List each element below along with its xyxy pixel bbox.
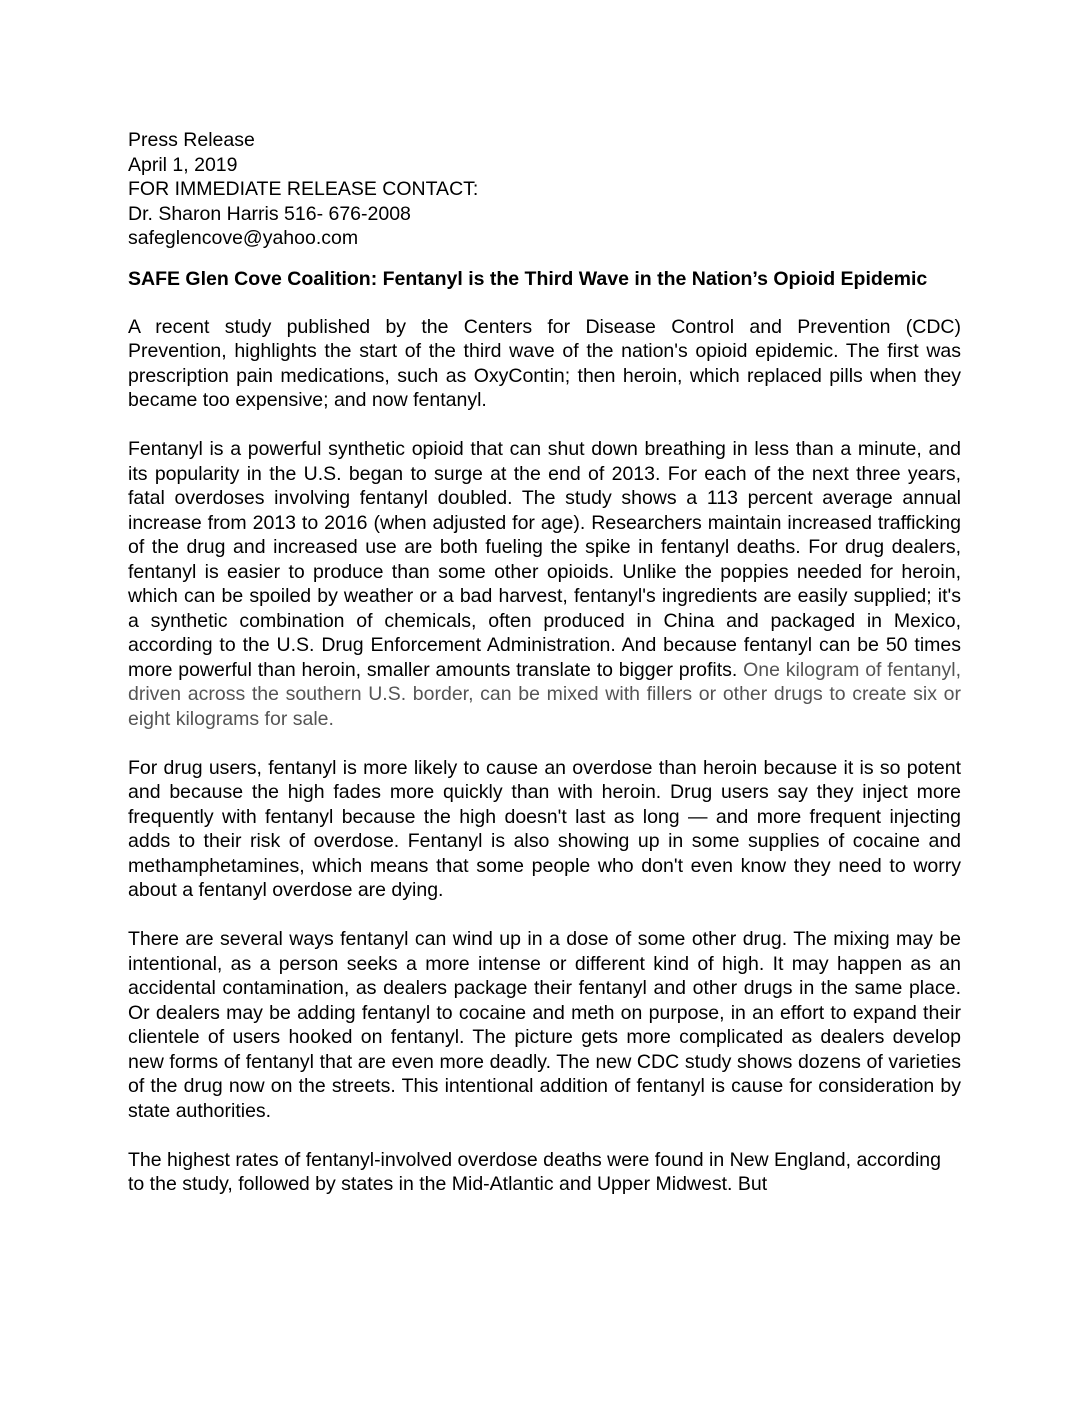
release-contact-label: FOR IMMEDIATE RELEASE CONTACT: xyxy=(128,178,479,200)
press-release-label: Press Release xyxy=(128,129,255,151)
paragraph-1-rest: Prevention, highlights the start of the third wave of the nation's opioid epidemic. The first was prescription pain medications, such as OxyContin; then heroin, which replaced pills when they became too expensive; and now fentanyl. xyxy=(128,340,961,411)
paragraph-4: There are several ways fentanyl can wind up in a dose of some other drug. The mixing may be intentional, as a person seeks a more intense or different kind of high. It may happen as an accidental contamination, as dealers package their fentanyl and other drugs in the same place. Or dealers may be adding fentanyl to cocaine and meth on purpose, in an effort to expand their clientele of users hooked on fentanyl. The picture gets more complicated as dealers develop new forms of fentanyl that are even more deadly. The new CDC study shows dozens of varieties of the drug now on the streets. This intentional addition of fentanyl is cause for consideration by state authorities. xyxy=(128,928,961,1122)
release-date: April 1, 2019 xyxy=(128,153,238,176)
document-page xyxy=(128,128,961,1221)
paragraph-1 xyxy=(128,315,961,413)
press-release-title: SAFE Glen Cove Coalition: Fentanyl is the Third Wave in the Nation’s Opioid Epidemic xyxy=(128,267,928,290)
paragraph-3: For drug users, fentanyl is more likely to cause an overdose than heroin because it is so potent and because the high fades more quickly than with heroin. Drug users say they inject more frequently with fentanyl because the high doesn't last as long — and more frequent injecting adds to their risk of overdose. Fentanyl is also showing up in some supplies of cocaine and methamphetamines, which means that some people who don't even know they need to worry about a fentanyl overdose are dying. xyxy=(128,756,961,901)
contact-name-phone: Dr. Sharon Harris 516- 676-2008 xyxy=(128,202,411,225)
contact-email: safeglencove@yahoo.com xyxy=(128,227,359,249)
paragraph-2-main: Fentanyl is a powerful synthetic opioid that can shut down breathing in less than a minute, and its popularity in the U.S. began to surge at the end of 2013. For each of the next three years, fatal overdoses involving fentanyl doubled. The study shows a 113 percent average annual increase from 2013 to 2016 (when adjusted for age). Researchers maintain increased trafficking of the drug and increased use are both fueling the spike in fentanyl deaths. For drug dealers, fentanyl is easier to produce than some other opioids. Unlike the poppies needed for heroin, which can be spoiled by weather or a bad harvest, fentanyl's ingredients are easily supplied; it's a synthetic combination of chemicals, often produced in China and packaged in Mexico, according to the U.S. Drug Enforcement Administration. And because fentanyl can be 50 times more powerful than heroin, smaller amounts translate to bigger profits. xyxy=(128,438,961,681)
paragraph-2-muted: One kilogram of fentanyl, driven across the southern U.S. border, can be mixed with fillers or other drugs to create six or eight kilograms for sale. xyxy=(128,658,961,730)
paragraph-2 xyxy=(128,437,961,731)
paragraph-1-lead: A recent study published by the Centers for Disease Control and Prevention (CDC) xyxy=(128,315,961,338)
press-header xyxy=(128,128,961,251)
paragraph-5: The highest rates of fentanyl-involved overdose deaths were found in New England, according to the study, followed by states in the Mid-Atlantic and Upper Midwest. But xyxy=(128,1148,941,1195)
